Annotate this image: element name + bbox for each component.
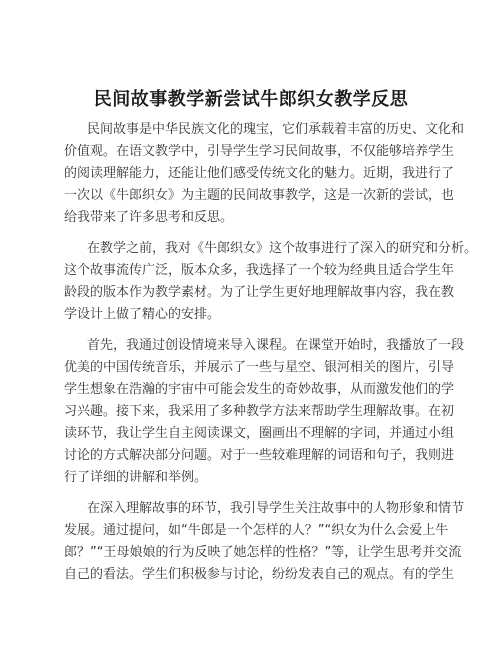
paragraph-line: 的阅读理解能力，还能让他们感受传统文化的魅力。近期，我进行了 bbox=[64, 166, 455, 181]
paragraph-line: 一次以《牛郎织女》为主题的民间故事教学，这是一次新的尝试，也 bbox=[64, 188, 455, 203]
paragraph-line: 首先，我通过创设情境来导入课程。在课堂开始时，我播放了一段 bbox=[87, 338, 465, 353]
paragraph-line: 在深入理解故事的环节，我引导学生关注故事中的人物形象和情节 bbox=[87, 501, 465, 516]
paragraph-line: 这个故事流传广泛，版本众多，我选择了一个较为经典且适合学生年 bbox=[64, 263, 455, 278]
paragraph-line: 郎？”“王母娘娘的行为反映了她怎样的性格？”等，让学生思考并交流 bbox=[64, 545, 462, 560]
paragraph-line: 讨论的方式解决部分问题。对于一些较难理解的词语和句子，我则进 bbox=[64, 448, 455, 463]
paragraph-line: 优美的中国传统音乐，并展示了一些与星空、银河相关的图片，引导 bbox=[64, 360, 455, 375]
paragraph-line: 习兴趣。接下来，我采用了多种教学方法来帮助学生理解故事。在初 bbox=[64, 404, 455, 419]
paragraph-line: 在教学之前，我对《牛郎织女》这个故事进行了深入的研究和分析。 bbox=[87, 241, 478, 256]
paragraph-line: 民间故事是中华民族文化的瑰宝，它们承载着丰富的历史、文化和 bbox=[87, 122, 465, 137]
paragraph-line: 行了详细的讲解和举例。 bbox=[64, 470, 208, 485]
paragraph-line: 发展。通过提问，如“牛郎是一个怎样的人？”“织女为什么会爱上牛 bbox=[64, 523, 449, 538]
paragraph-line: 龄段的版本作为教学素材。为了让学生更好地理解故事内容，我在教 bbox=[64, 285, 455, 300]
paragraph-line: 价值观。在语文教学中，引导学生学习民间故事，不仅能够培养学生 bbox=[64, 144, 455, 159]
paragraph-line: 给我带来了许多思考和反思。 bbox=[64, 210, 234, 225]
paragraph-line: 自己的看法。学生们积极参与讨论，纷纷发表自己的观点。有的学生 bbox=[64, 567, 455, 582]
paragraph-line: 学生想象在浩瀚的宇宙中可能会发生的奇妙故事，从而激发他们的学 bbox=[64, 382, 455, 397]
paragraph-line: 读环节，我让学生自主阅读课文，圈画出不理解的字词，并通过小组 bbox=[64, 426, 455, 441]
document-title: 民间故事教学新尝试牛郎织女教学反思 bbox=[93, 89, 409, 110]
paragraph-line: 学设计上做了精心的安排。 bbox=[64, 307, 221, 322]
